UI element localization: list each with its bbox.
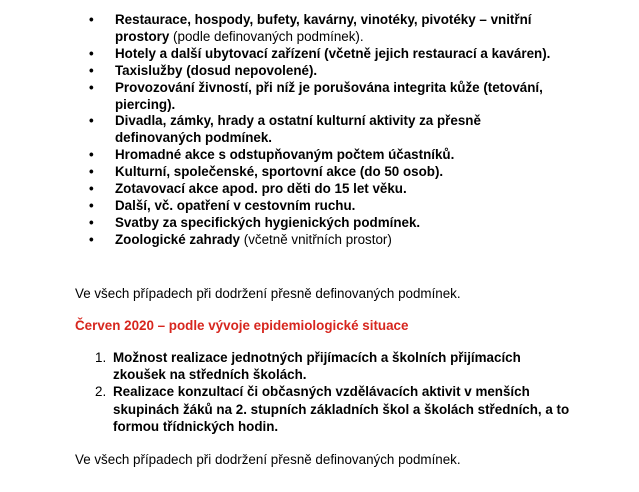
- list-item: [75, 80, 565, 114]
- reopening-bullet-list: [75, 12, 565, 249]
- list-number: 1.: [95, 350, 107, 365]
- bullet-text-bold: Další, vč. opatření v cestovním ruchu.: [115, 197, 356, 213]
- bullet-text-bold: Taxislužby (dosud nepovolené).: [115, 62, 318, 78]
- bullet-text-bold: Svatby za specifických hygienických podmínek.: [115, 214, 421, 230]
- list-number: 2.: [95, 384, 107, 400]
- bullet-icon: •: [89, 113, 94, 129]
- bullet-icon: •: [89, 197, 94, 213]
- conditions-paragraph-2: Ve všech případech při dodržení přesně definovaných podmínek.: [75, 452, 461, 467]
- bullet-text-bold: Zotavovací akce apod. pro děti do 15 let věku.: [115, 181, 407, 197]
- bullet-text-bold: Divadla, zámky, hrady a ostatní kulturní aktivity za přesně definovaných podmínek.: [115, 113, 481, 146]
- list-item: [75, 46, 565, 63]
- list-item: [75, 383, 575, 435]
- bullet-text-bold: Hotely a další ubytovací zařízení (včetně jejich restaurací a kaváren).: [115, 45, 551, 61]
- bullet-icon: •: [89, 79, 94, 95]
- list-item: [75, 147, 565, 164]
- bullet-text-bold: Provozování živností, při níž je porušována integrita kůže (tetování, piercing).: [115, 79, 543, 112]
- bullet-text-normal: (podle definovaných podmínek).: [169, 28, 364, 44]
- list-item: [75, 12, 565, 46]
- numbered-item-text: Realizace konzultací či občasných vzdělávacích aktivit v menších skupinách žáků na 2. stupních základních škol a školách středních, a to formou třídnických hodin.: [113, 384, 570, 434]
- list-item: [75, 63, 565, 80]
- bullet-icon: •: [89, 214, 94, 230]
- list-item: [75, 215, 565, 232]
- list-item: [75, 232, 565, 249]
- conditions-paragraph: Ve všech případech při dodržení přesně definovaných podmínek.: [75, 286, 461, 301]
- list-item: [75, 349, 575, 383]
- bullet-icon: •: [89, 181, 94, 197]
- section-heading: Červen 2020 – podle vývoje epidemiologické situace: [75, 318, 409, 333]
- bullet-text-normal: (včetně vnitřních prostor): [240, 231, 392, 247]
- bullet-icon: •: [89, 147, 94, 163]
- bullet-icon: •: [89, 12, 94, 27]
- list-item: [75, 181, 565, 198]
- bullet-icon: •: [89, 62, 94, 78]
- bullet-text-bold: Kulturní, společenské, sportovní akce (do 50 osob).: [115, 164, 444, 180]
- numbered-list: [75, 349, 575, 435]
- bullet-icon: •: [89, 45, 94, 61]
- numbered-item-text: Možnost realizace jednotných přijímacích a školních přijímacích zkoušek na středních školách.: [113, 350, 521, 383]
- list-item: [75, 113, 565, 147]
- bullet-text-bold: Hromadné akce s odstupňovaným počtem účastníků.: [115, 147, 455, 163]
- bullet-icon: •: [89, 164, 94, 180]
- bullet-text-bold: Restaurace, hospody, bufety, kavárny, vinotéky, pivotéky – vnitřní prostory: [115, 12, 532, 44]
- list-item: [75, 164, 565, 181]
- list-item: [75, 198, 565, 215]
- bullet-icon: •: [89, 231, 94, 247]
- bullet-text-bold: Zoologické zahrady: [115, 231, 241, 247]
